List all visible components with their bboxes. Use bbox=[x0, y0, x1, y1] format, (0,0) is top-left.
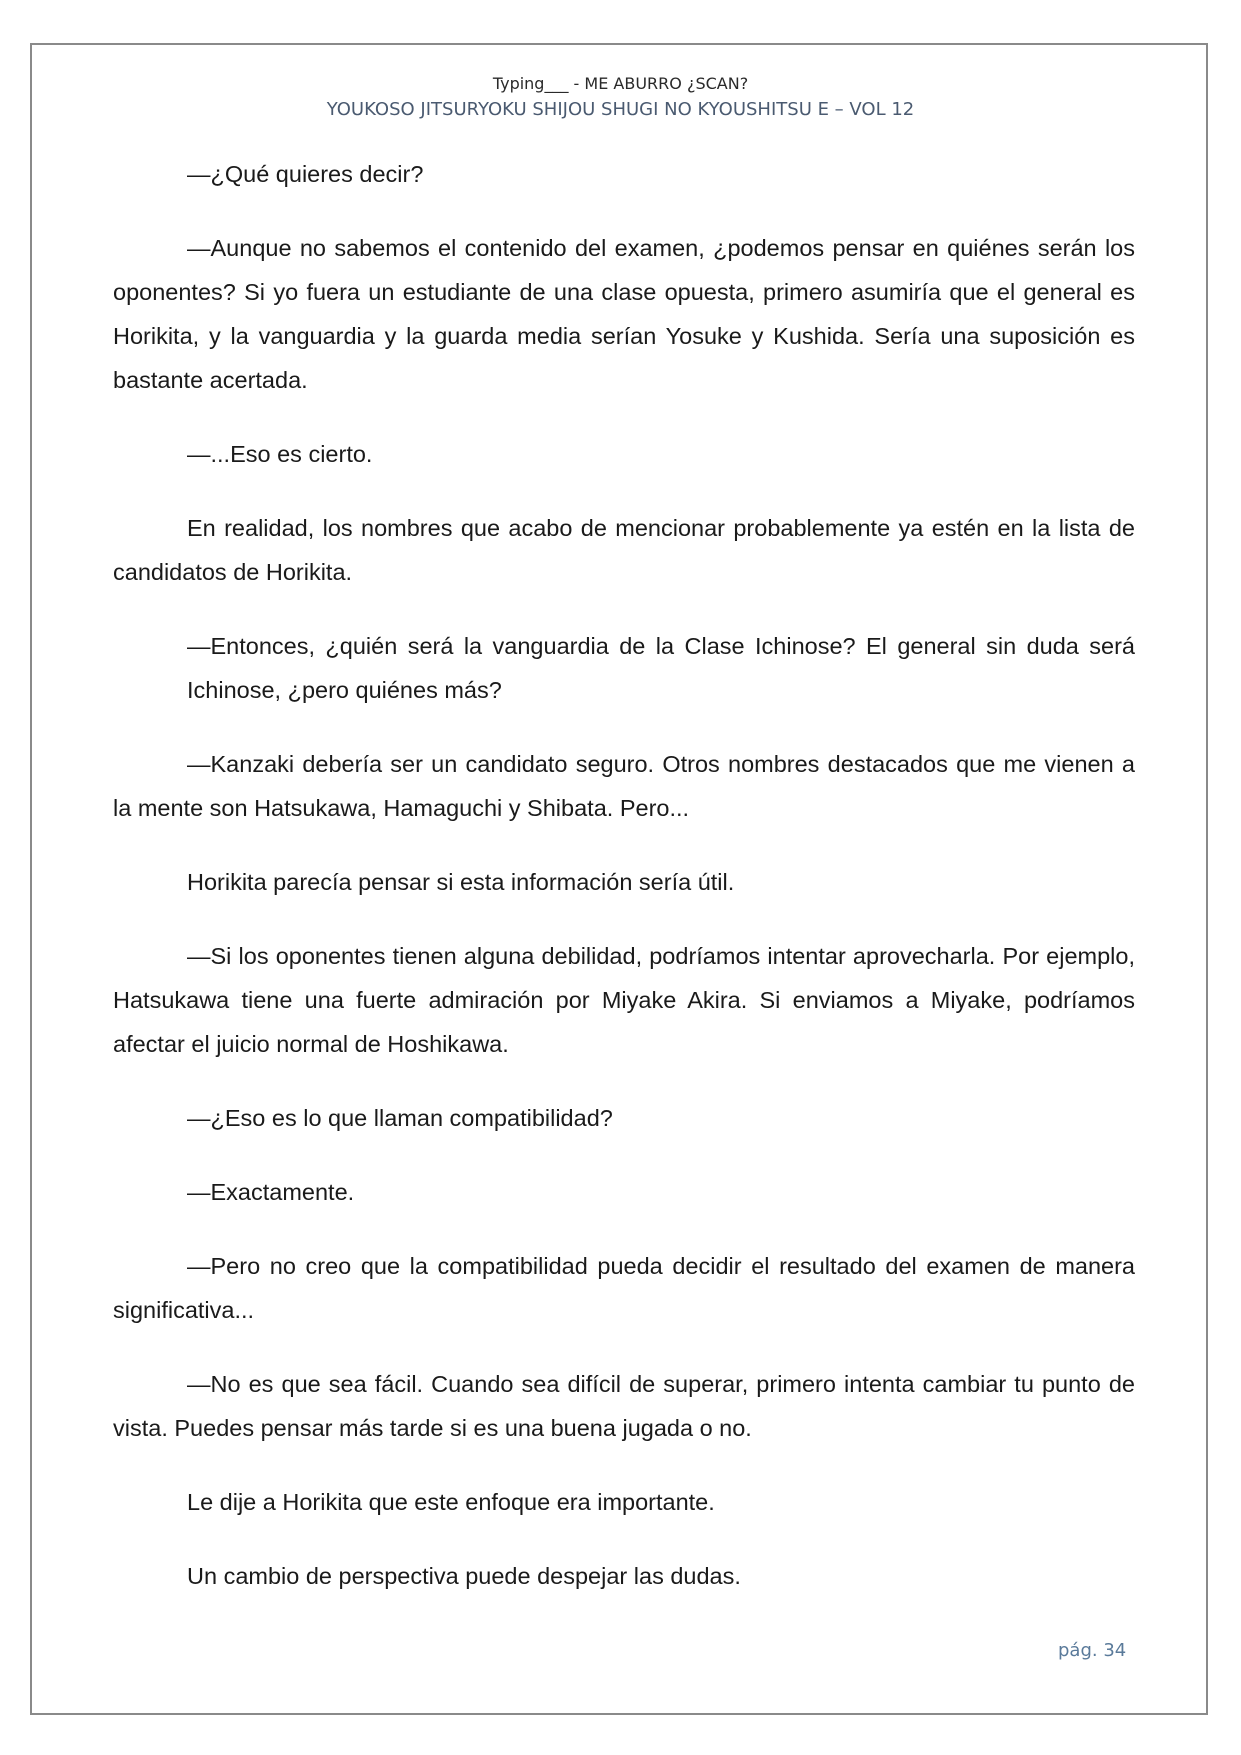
paragraph: Le dije a Horikita que este enfoque era importante. bbox=[187, 1489, 715, 1515]
paragraph: —Pero no creo que la compatibilidad pueda decidir el resultado del examen de manera significativa... bbox=[113, 1253, 1135, 1323]
page-number: pág. 34 bbox=[1058, 1640, 1127, 1661]
paragraph: —...Eso es cierto. bbox=[187, 441, 373, 467]
page-header bbox=[0, 73, 1241, 123]
paragraph: En realidad, los nombres que acabo de mencionar probablemente ya estén en la lista de candidatos de Horikita. bbox=[113, 515, 1135, 585]
paragraph: —Entonces, ¿quién será la vanguardia de la Clase Ichinose? El general sin duda será Ichinose, ¿pero quiénes más? bbox=[187, 633, 1135, 703]
paragraph: —Exactamente. bbox=[187, 1179, 355, 1205]
paragraph: —¿Eso es lo que llaman compatibilidad? bbox=[187, 1105, 613, 1131]
header-book-title: YOUKOSO JITSURYOKU SHIJOU SHUGI NO KYOUSHITSU E – VOL 12 bbox=[326, 99, 915, 120]
body-text bbox=[113, 152, 1135, 1628]
paragraph: —Si los oponentes tienen alguna debilidad, podríamos intentar aprovecharla. Por ejemplo, Hatsukawa tiene una fuerte admiración por Miyake Akira. Si enviamos a Miyake, podríamos afectar el juicio normal de Hoshikawa. bbox=[113, 943, 1135, 1057]
paragraph: —Aunque no sabemos el contenido del examen, ¿podemos pensar en quiénes serán los oponentes? Si yo fuera un estudiante de una clase opuesta, primero asumiría que el general es Horikita, y la vanguardia y la guarda media serían Yosuke y Kushida. Sería una suposición es bastante acertada. bbox=[113, 235, 1135, 393]
paragraph: —¿Qué quieres decir? bbox=[187, 161, 424, 187]
paragraph: —Kanzaki debería ser un candidato seguro. Otros nombres destacados que me vienen a la mente son Hatsukawa, Hamaguchi y Shibata. Pero... bbox=[113, 751, 1135, 821]
paragraph: —No es que sea fácil. Cuando sea difícil de superar, primero intenta cambiar tu punto de vista. Puedes pensar más tarde si es una buena jugada o no. bbox=[113, 1371, 1135, 1441]
paragraph: Un cambio de perspectiva puede despejar las dudas. bbox=[187, 1563, 741, 1589]
header-scan-credit: Typing___ - ME ABURRO ¿SCAN? bbox=[492, 74, 749, 93]
paragraph: Horikita parecía pensar si esta información sería útil. bbox=[187, 869, 735, 895]
